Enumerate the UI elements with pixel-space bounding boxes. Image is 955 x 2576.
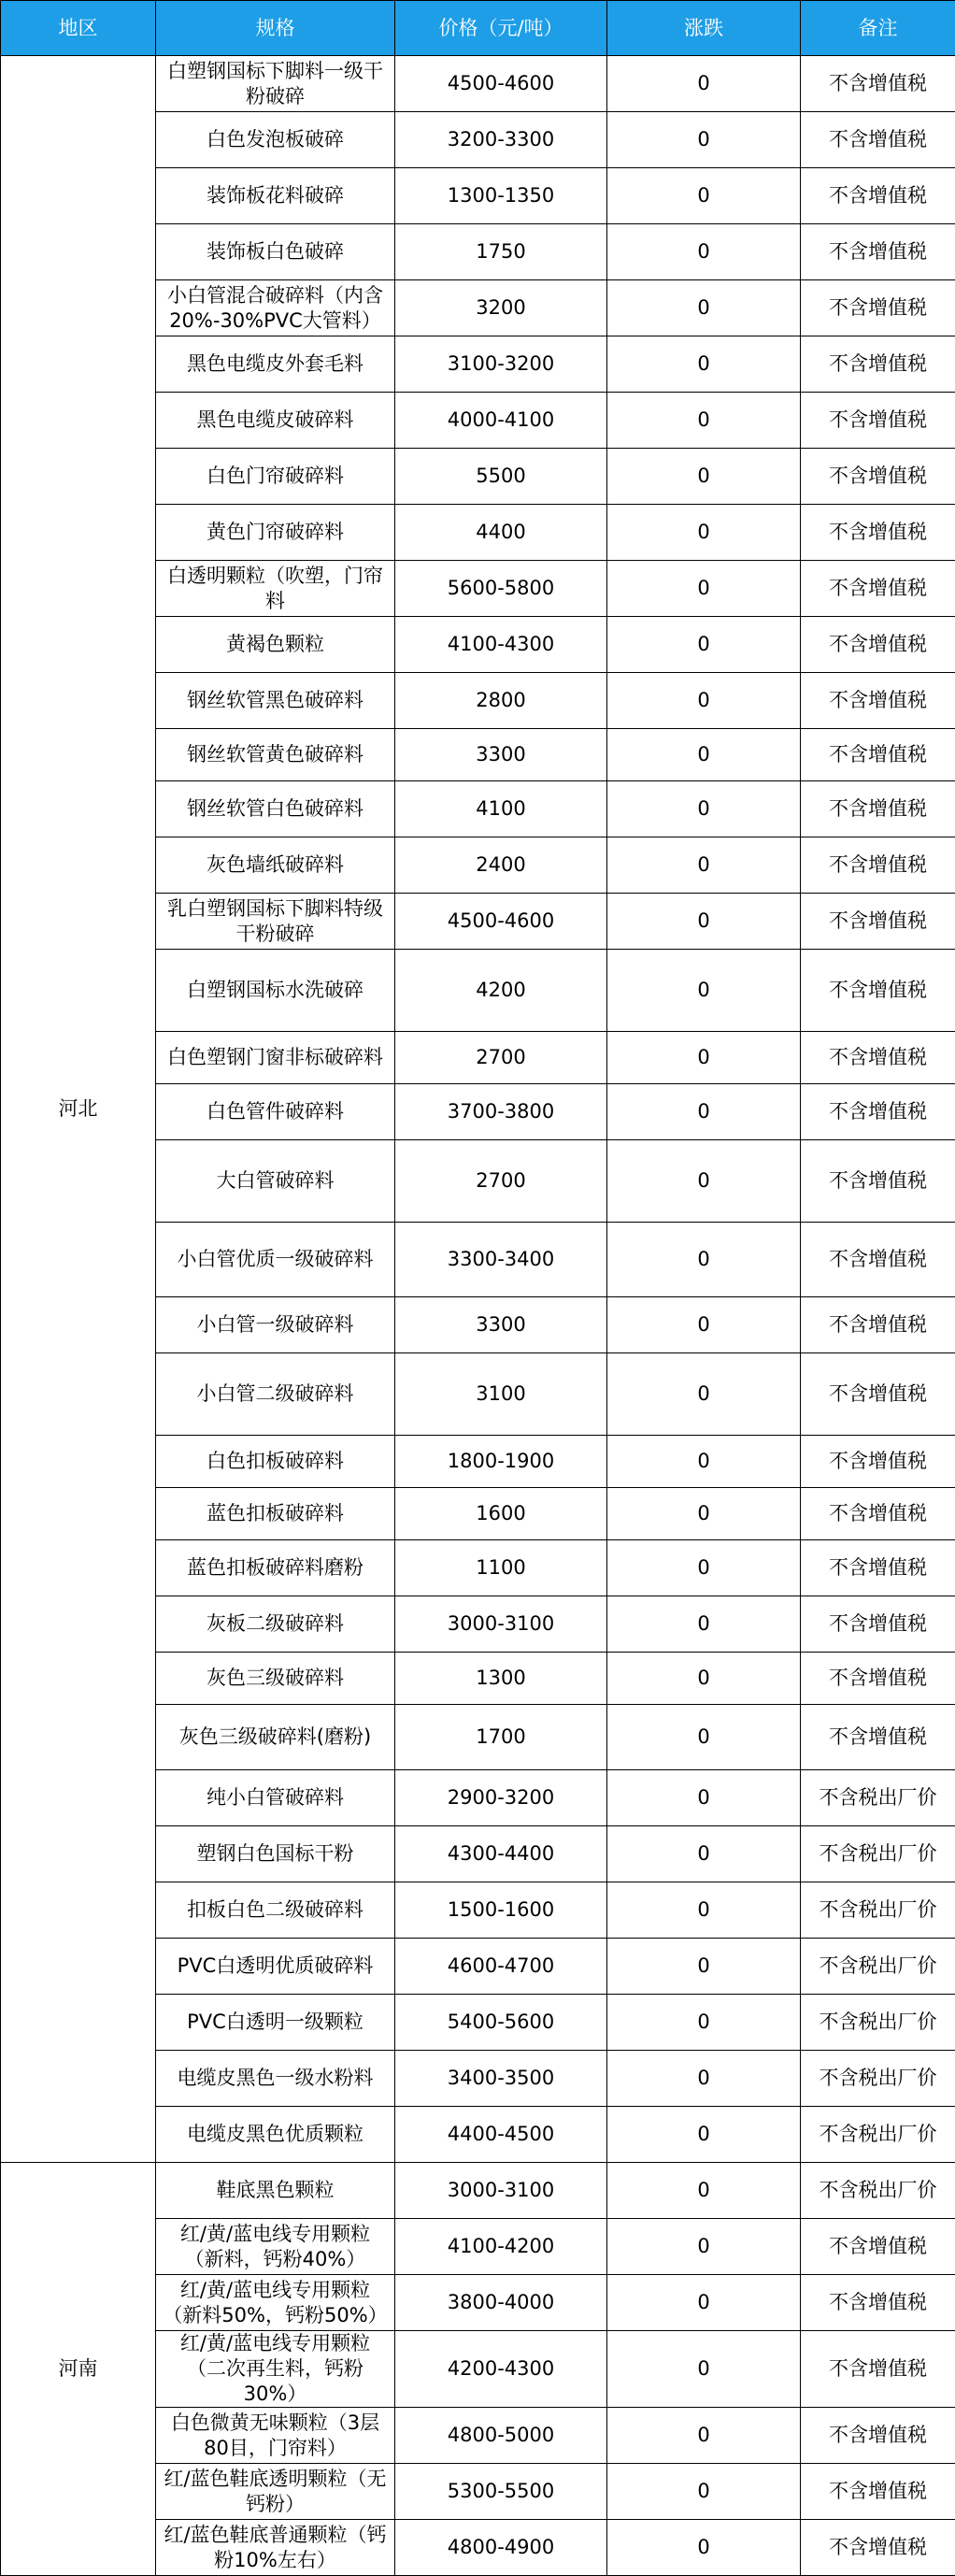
change-cell: 0 xyxy=(607,1882,801,1939)
note-cell: 不含增值税 xyxy=(801,1223,955,1297)
change-cell: 0 xyxy=(607,56,801,112)
spec-cell: 黄褐色颗粒 xyxy=(156,617,395,673)
change-cell: 0 xyxy=(607,393,801,449)
price-cell: 5300-5500 xyxy=(395,2464,607,2520)
spec-cell: 白色门帘破碎料 xyxy=(156,449,395,505)
price-cell: 1700 xyxy=(395,1705,607,1770)
change-cell: 0 xyxy=(607,673,801,729)
change-cell: 0 xyxy=(607,617,801,673)
region-cell: 河南 xyxy=(1,2163,156,2576)
spec-cell: 黑色电缆皮外套毛料 xyxy=(156,336,395,393)
spec-cell: 钢丝软管黄色破碎料 xyxy=(156,729,395,781)
price-cell: 4800-4900 xyxy=(395,2520,607,2576)
note-cell: 不含增值税 xyxy=(801,168,955,224)
change-cell: 0 xyxy=(607,1653,801,1705)
price-cell: 4100-4300 xyxy=(395,617,607,673)
note-cell: 不含增值税 xyxy=(801,449,955,505)
change-cell: 0 xyxy=(607,1939,801,1995)
price-cell: 5600-5800 xyxy=(395,561,607,617)
change-cell: 0 xyxy=(607,1084,801,1140)
spec-cell: 大白管破碎料 xyxy=(156,1140,395,1223)
note-cell: 不含税出厂价 xyxy=(801,2107,955,2163)
note-cell: 不含增值税 xyxy=(801,673,955,729)
table-row xyxy=(1,2163,955,2219)
spec-cell: 白透明颗粒（吹塑，门帘料 xyxy=(156,561,395,617)
change-cell: 0 xyxy=(607,2275,801,2331)
spec-cell: 白色塑钢门窗非标破碎料 xyxy=(156,1032,395,1084)
price-cell: 3800-4000 xyxy=(395,2275,607,2331)
spec-cell: 红/黄/蓝电线专用颗粒（新料，钙粉40%） xyxy=(156,2219,395,2275)
price-cell: 3200-3300 xyxy=(395,112,607,168)
note-cell: 不含增值税 xyxy=(801,336,955,393)
spec-cell: 小白管优质一级破碎料 xyxy=(156,1223,395,1297)
change-cell: 0 xyxy=(607,1140,801,1223)
spec-cell: PVC白透明优质破碎料 xyxy=(156,1939,395,1995)
spec-cell: 白塑钢国标水洗破碎 xyxy=(156,950,395,1032)
change-cell: 0 xyxy=(607,1995,801,2051)
price-cell: 3000-3100 xyxy=(395,1596,607,1653)
note-cell: 不含增值税 xyxy=(801,837,955,894)
region-cell: 河北 xyxy=(1,56,156,2163)
note-cell: 不含税出厂价 xyxy=(801,2051,955,2107)
spec-cell: 红/黄/蓝电线专用颗粒（新料50%，钙粉50%） xyxy=(156,2275,395,2331)
spec-cell: 白塑钢国标下脚料一级干粉破碎 xyxy=(156,56,395,112)
spec-cell: 灰板二级破碎料 xyxy=(156,1596,395,1653)
note-cell: 不含增值税 xyxy=(801,1353,955,1436)
change-cell: 0 xyxy=(607,2107,801,2163)
spec-cell: 白色管件破碎料 xyxy=(156,1084,395,1140)
change-cell: 0 xyxy=(607,2219,801,2275)
spec-cell: 纯小白管破碎料 xyxy=(156,1770,395,1826)
spec-cell: 蓝色扣板破碎料磨粉 xyxy=(156,1540,395,1596)
spec-cell: 小白管一级破碎料 xyxy=(156,1297,395,1353)
price-cell: 4300-4400 xyxy=(395,1826,607,1882)
change-cell: 0 xyxy=(607,2464,801,2520)
note-cell: 不含增值税 xyxy=(801,1084,955,1140)
spec-cell: 钢丝软管黑色破碎料 xyxy=(156,673,395,729)
note-cell: 不含增值税 xyxy=(801,2464,955,2520)
change-cell: 0 xyxy=(607,505,801,561)
spec-cell: 黄色门帘破碎料 xyxy=(156,505,395,561)
spec-cell: 装饰板白色破碎 xyxy=(156,224,395,280)
change-cell: 0 xyxy=(607,729,801,781)
price-cell: 3200 xyxy=(395,280,607,336)
change-cell: 0 xyxy=(607,1596,801,1653)
note-cell: 不含增值税 xyxy=(801,1436,955,1488)
price-cell: 1100 xyxy=(395,1540,607,1596)
header-row xyxy=(1,1,955,56)
change-cell: 0 xyxy=(607,2051,801,2107)
change-cell: 0 xyxy=(607,1826,801,1882)
price-cell: 3300-3400 xyxy=(395,1223,607,1297)
price-cell: 3100-3200 xyxy=(395,336,607,393)
note-cell: 不含增值税 xyxy=(801,2275,955,2331)
spec-cell: 装饰板花料破碎 xyxy=(156,168,395,224)
spec-cell: 小白管混合破碎料（内含20%-30%PVC大管料） xyxy=(156,280,395,336)
price-cell: 3000-3100 xyxy=(395,2163,607,2219)
table-body xyxy=(1,56,955,2576)
note-cell: 不含增值税 xyxy=(801,617,955,673)
note-cell: 不含税出厂价 xyxy=(801,2163,955,2219)
change-cell: 0 xyxy=(607,2331,801,2408)
change-cell: 0 xyxy=(607,1353,801,1436)
change-cell: 0 xyxy=(607,224,801,280)
note-cell: 不含增值税 xyxy=(801,950,955,1032)
note-cell: 不含增值税 xyxy=(801,2219,955,2275)
change-cell: 0 xyxy=(607,280,801,336)
note-cell: 不含增值税 xyxy=(801,393,955,449)
note-cell: 不含增值税 xyxy=(801,1297,955,1353)
change-cell: 0 xyxy=(607,1223,801,1297)
note-cell: 不含税出厂价 xyxy=(801,1826,955,1882)
change-cell: 0 xyxy=(607,2408,801,2464)
price-cell: 4200-4300 xyxy=(395,2331,607,2408)
price-cell: 1750 xyxy=(395,224,607,280)
spec-cell: 红/黄/蓝电线专用颗粒（二次再生料，钙粉30%） xyxy=(156,2331,395,2408)
price-cell: 5500 xyxy=(395,449,607,505)
change-cell: 0 xyxy=(607,1297,801,1353)
note-cell: 不含增值税 xyxy=(801,1032,955,1084)
table-row xyxy=(1,56,955,112)
note-cell: 不含增值税 xyxy=(801,112,955,168)
spec-cell: 红/蓝色鞋底透明颗粒（无钙粉） xyxy=(156,2464,395,2520)
spec-cell: 白色扣板破碎料 xyxy=(156,1436,395,1488)
change-cell: 0 xyxy=(607,894,801,950)
change-cell: 0 xyxy=(607,1770,801,1826)
note-cell: 不含增值税 xyxy=(801,1653,955,1705)
price-cell: 1500-1600 xyxy=(395,1882,607,1939)
spec-cell: 小白管二级破碎料 xyxy=(156,1353,395,1436)
change-cell: 0 xyxy=(607,950,801,1032)
spec-cell: 灰色墙纸破碎料 xyxy=(156,837,395,894)
price-cell: 2700 xyxy=(395,1032,607,1084)
note-cell: 不含增值税 xyxy=(801,56,955,112)
spec-cell: 扣板白色二级破碎料 xyxy=(156,1882,395,1939)
price-cell: 4000-4100 xyxy=(395,393,607,449)
spec-cell: 乳白塑钢国标下脚料特级干粉破碎 xyxy=(156,894,395,950)
spec-cell: 鞋底黑色颗粒 xyxy=(156,2163,395,2219)
change-cell: 0 xyxy=(607,781,801,837)
note-cell: 不含增值税 xyxy=(801,1705,955,1770)
change-cell: 0 xyxy=(607,449,801,505)
spec-cell: 电缆皮黑色优质颗粒 xyxy=(156,2107,395,2163)
price-cell: 4600-4700 xyxy=(395,1939,607,1995)
price-cell: 3100 xyxy=(395,1353,607,1436)
note-cell: 不含增值税 xyxy=(801,894,955,950)
note-cell: 不含税出厂价 xyxy=(801,1770,955,1826)
price-cell: 1600 xyxy=(395,1488,607,1540)
price-cell: 2400 xyxy=(395,837,607,894)
price-cell: 4200 xyxy=(395,950,607,1032)
note-cell: 不含税出厂价 xyxy=(801,1995,955,2051)
price-cell: 1300 xyxy=(395,1653,607,1705)
change-cell: 0 xyxy=(607,1436,801,1488)
change-cell: 0 xyxy=(607,1540,801,1596)
price-cell: 4800-5000 xyxy=(395,2408,607,2464)
price-cell: 1300-1350 xyxy=(395,168,607,224)
note-cell: 不含增值税 xyxy=(801,1596,955,1653)
spec-cell: PVC白透明一级颗粒 xyxy=(156,1995,395,2051)
spec-cell: 塑钢白色国标干粉 xyxy=(156,1826,395,1882)
note-cell: 不含增值税 xyxy=(801,1140,955,1223)
change-cell: 0 xyxy=(607,168,801,224)
note-cell: 不含增值税 xyxy=(801,1540,955,1596)
price-cell: 3400-3500 xyxy=(395,2051,607,2107)
price-cell: 5400-5600 xyxy=(395,1995,607,2051)
change-cell: 0 xyxy=(607,2520,801,2576)
price-cell: 4500-4600 xyxy=(395,894,607,950)
price-cell: 4400 xyxy=(395,505,607,561)
change-cell: 0 xyxy=(607,1032,801,1084)
change-cell: 0 xyxy=(607,1488,801,1540)
note-cell: 不含税出厂价 xyxy=(801,1882,955,1939)
price-cell: 3300 xyxy=(395,1297,607,1353)
note-cell: 不含增值税 xyxy=(801,1488,955,1540)
note-cell: 不含增值税 xyxy=(801,280,955,336)
header-spec: 规格 xyxy=(156,1,395,56)
header-price: 价格（元/吨） xyxy=(395,1,607,56)
spec-cell: 灰色三级破碎料(磨粉) xyxy=(156,1705,395,1770)
price-cell: 4100 xyxy=(395,781,607,837)
note-cell: 不含增值税 xyxy=(801,2331,955,2408)
spec-cell: 钢丝软管白色破碎料 xyxy=(156,781,395,837)
note-cell: 不含增值税 xyxy=(801,2408,955,2464)
note-cell: 不含增值税 xyxy=(801,561,955,617)
spec-cell: 红/蓝色鞋底普通颗粒（钙粉10%左右） xyxy=(156,2520,395,2576)
change-cell: 0 xyxy=(607,1705,801,1770)
price-cell: 2900-3200 xyxy=(395,1770,607,1826)
header-region: 地区 xyxy=(1,1,156,56)
header-note: 备注 xyxy=(801,1,955,56)
price-cell: 2800 xyxy=(395,673,607,729)
spec-cell: 白色微黄无味颗粒（3层80目，门帘料） xyxy=(156,2408,395,2464)
change-cell: 0 xyxy=(607,837,801,894)
spec-cell: 蓝色扣板破碎料 xyxy=(156,1488,395,1540)
price-cell: 3700-3800 xyxy=(395,1084,607,1140)
change-cell: 0 xyxy=(607,336,801,393)
header-change: 涨跌 xyxy=(607,1,801,56)
price-cell: 3300 xyxy=(395,729,607,781)
change-cell: 0 xyxy=(607,2163,801,2219)
price-cell: 2700 xyxy=(395,1140,607,1223)
change-cell: 0 xyxy=(607,561,801,617)
price-cell: 4100-4200 xyxy=(395,2219,607,2275)
note-cell: 不含增值税 xyxy=(801,505,955,561)
note-cell: 不含增值税 xyxy=(801,781,955,837)
spec-cell: 黑色电缆皮破碎料 xyxy=(156,393,395,449)
note-cell: 不含增值税 xyxy=(801,224,955,280)
spec-cell: 电缆皮黑色一级水粉料 xyxy=(156,2051,395,2107)
note-cell: 不含增值税 xyxy=(801,2520,955,2576)
note-cell: 不含增值税 xyxy=(801,729,955,781)
note-cell: 不含税出厂价 xyxy=(801,1939,955,1995)
price-cell: 1800-1900 xyxy=(395,1436,607,1488)
spec-cell: 白色发泡板破碎 xyxy=(156,112,395,168)
price-cell: 4400-4500 xyxy=(395,2107,607,2163)
price-cell: 4500-4600 xyxy=(395,56,607,112)
spec-cell: 灰色三级破碎料 xyxy=(156,1653,395,1705)
change-cell: 0 xyxy=(607,112,801,168)
